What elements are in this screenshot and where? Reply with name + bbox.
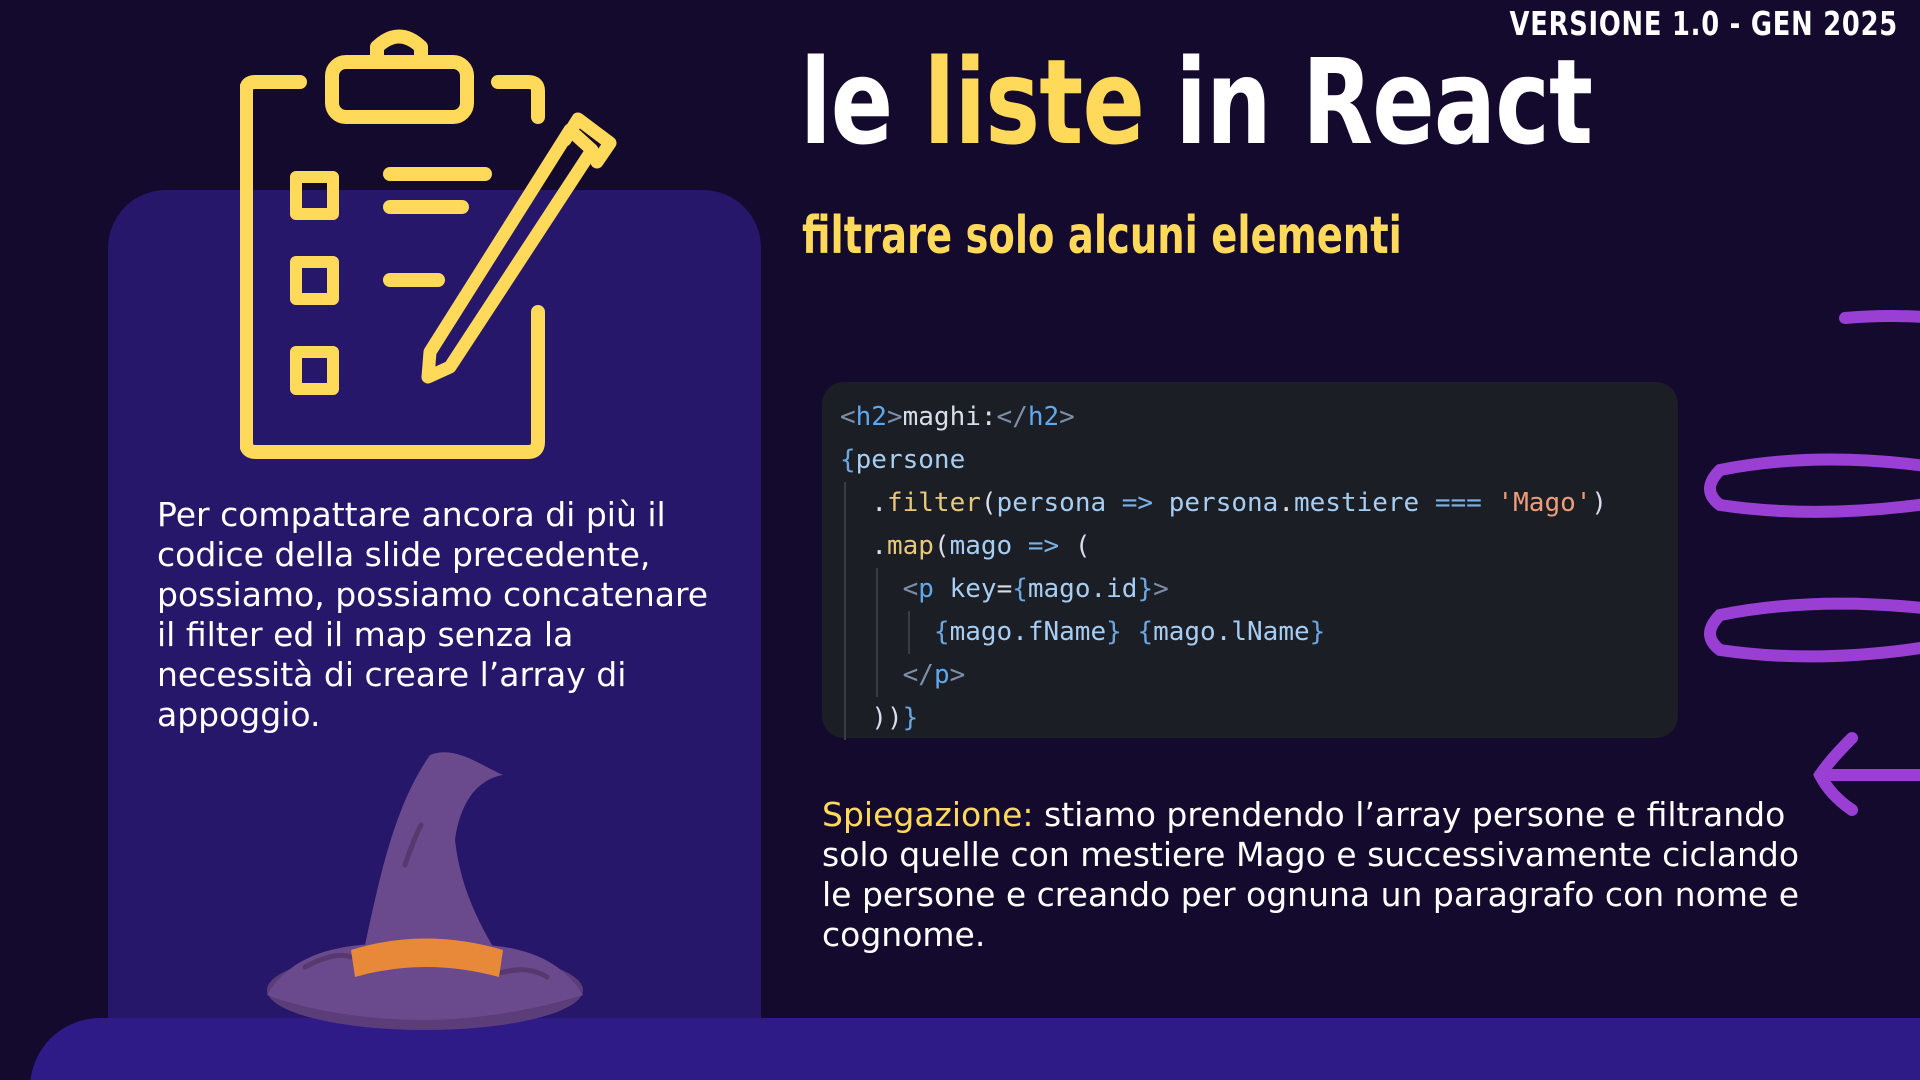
explanation-lead: Spiegazione: bbox=[822, 795, 1034, 834]
code-line: .filter(persona => persona.mestiere === 'Mago') bbox=[840, 482, 1678, 525]
title-part2: in React bbox=[1144, 33, 1593, 171]
code-line: ))} bbox=[840, 697, 1678, 740]
page-title bbox=[800, 33, 1593, 171]
code-line: .map(mago => ( bbox=[840, 525, 1678, 568]
purple-loops-arrow bbox=[1700, 290, 1920, 850]
code-line: <p key={mago.id}> bbox=[840, 568, 1678, 611]
version-label: VERSIONE 1.0 - GEN 2025 bbox=[1509, 4, 1898, 43]
explanation-text: stiamo prendendo l’array persone e filtrando solo quelle con mestiere Mago e successivamente ciclando le persone e creando per ognuna un paragrafo con nome e cognome. bbox=[822, 795, 1800, 954]
clipboard-checklist-icon bbox=[240, 22, 630, 462]
code-block bbox=[822, 382, 1678, 738]
intro-paragraph: Per compattare ancora di più il codice della slide precedente, possiamo, possiamo concatenare il filter ed il map senza la necessità di creare l’array di appoggio. bbox=[157, 495, 709, 734]
code-line: <h2>maghi:</h2> bbox=[840, 402, 1075, 432]
page-subtitle: filtrare solo alcuni elementi bbox=[802, 206, 1402, 266]
code-line: {mago.fName} {mago.lName} bbox=[840, 611, 1678, 654]
title-part1: le bbox=[800, 33, 924, 171]
wizard-hat-icon bbox=[255, 745, 595, 1045]
code-line: {persone bbox=[840, 445, 966, 475]
explanation-paragraph bbox=[822, 795, 1822, 955]
code-line: </p> bbox=[840, 654, 1678, 697]
title-accent: liste bbox=[923, 33, 1145, 171]
